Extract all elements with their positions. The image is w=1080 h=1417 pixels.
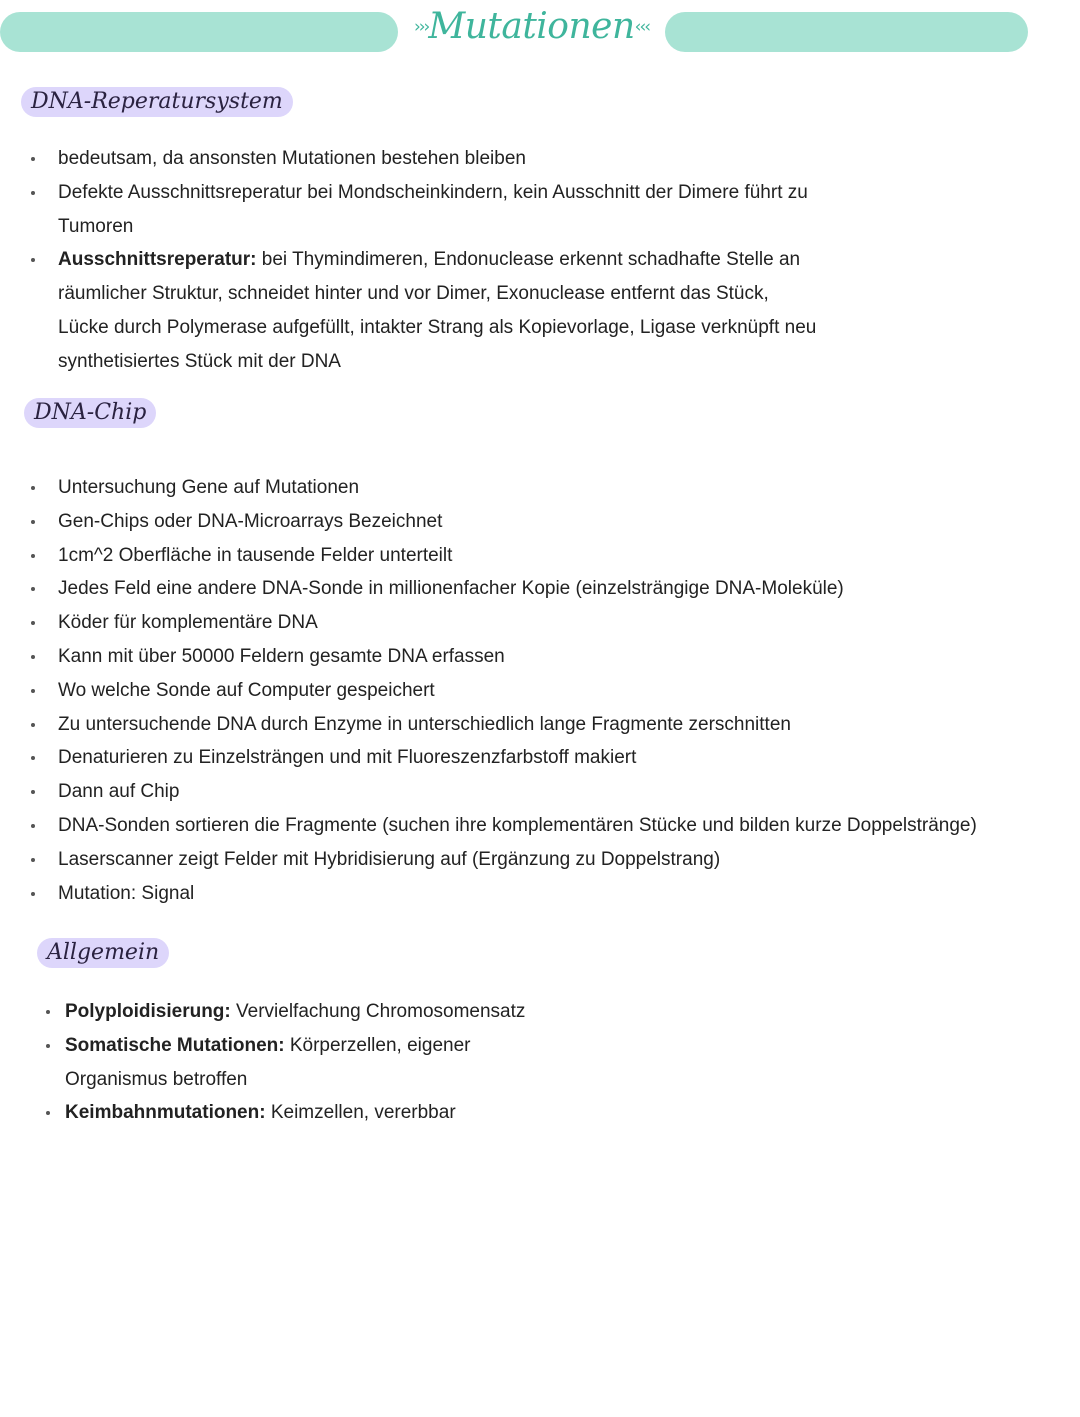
list-item: Denaturieren zu Einzelsträngen und mit Fluoreszenzfarbstoff makiert	[0, 741, 977, 775]
list-item	[0, 243, 816, 378]
list-item-text: Defekte Ausschnittsreperatur bei Mondscheinkindern, kein Ausschnitt der Dimere führt zu	[58, 181, 808, 203]
list-item-text: Keimzellen, vererbbar	[265, 1102, 456, 1124]
list-item-text: bei Thymindimeren, Endonuclease erkennt schadhafte Stelle an	[256, 249, 801, 271]
list-item: Kann mit über 50000 Feldern gesamte DNA erfassen	[0, 640, 977, 674]
section-heading-chip: DNA-Chip	[24, 398, 156, 428]
list-item-text: bedeutsam, da ansonsten Mutationen bestehen bleiben	[58, 148, 526, 169]
allgemein-list	[0, 995, 525, 1130]
section-heading-allgemein: Allgemein	[37, 938, 169, 968]
section-heading-reparatur: DNA-Reperatursystem	[21, 87, 293, 117]
list-item-text-cont: Organismus betroffen	[65, 1068, 248, 1090]
term-label: Keimbahnmutationen:	[65, 1102, 266, 1124]
list-item-text-cont: synthetisiertes Stück mit der DNA	[58, 350, 341, 372]
list-item	[0, 176, 816, 244]
header-bar-right	[665, 12, 1028, 52]
list-item: Jedes Feld eine andere DNA-Sonde in millionenfacher Kopie (einzelsträngige DNA-Moleküle)	[0, 572, 977, 606]
list-item: Gen-Chips oder DNA-Microarrays Bezeichnet	[0, 505, 977, 539]
chip-list	[0, 471, 977, 910]
term-label: Somatische Mutationen:	[65, 1034, 285, 1056]
page-title-text: Mutationen	[428, 6, 635, 47]
chevrons-left-icon: ›››	[413, 17, 429, 37]
list-item: DNA-Sonden sortieren die Fragmente (suchen ihre komplementären Stücke und bilden kurze Doppelstränge)	[0, 809, 977, 843]
reparatur-list	[0, 142, 816, 379]
list-item-text-cont: räumlicher Struktur, schneidet hinter und vor Dimer, Exonuclease entfernt das Stück,	[58, 283, 769, 305]
list-item	[0, 142, 816, 176]
list-item	[0, 1096, 525, 1130]
term-label: Polyploidisierung:	[65, 1001, 231, 1022]
list-item	[0, 995, 525, 1029]
list-item: Zu untersuchende DNA durch Enzyme in unterschiedlich lange Fragmente zerschnitten	[0, 708, 977, 742]
list-item: Wo welche Sonde auf Computer gespeichert	[0, 674, 977, 708]
page-title	[398, 6, 665, 47]
header-bar-left	[0, 12, 398, 52]
list-item: Mutation: Signal	[0, 877, 977, 911]
list-item-text: Körperzellen, eigener	[284, 1034, 471, 1056]
list-item-text: Vervielfachung Chromosomensatz	[230, 1001, 526, 1022]
list-item: Untersuchung Gene auf Mutationen	[0, 471, 977, 505]
list-item-text-cont: Lücke durch Polymerase aufgefüllt, intakter Strang als Kopievorlage, Ligase verknüpft neu	[58, 316, 817, 338]
chevrons-right-icon: ‹‹‹	[634, 17, 650, 37]
list-item: Köder für komplementäre DNA	[0, 606, 977, 640]
term-label: Ausschnittsreperatur:	[58, 249, 257, 271]
list-item: Laserscanner zeigt Felder mit Hybridisierung auf (Ergänzung zu Doppelstrang)	[0, 843, 977, 877]
list-item: Dann auf Chip	[0, 775, 977, 809]
list-item: 1cm^2 Oberfläche in tausende Felder unterteilt	[0, 539, 977, 573]
list-item-text-cont: Tumoren	[58, 215, 134, 237]
list-item	[0, 1029, 525, 1097]
